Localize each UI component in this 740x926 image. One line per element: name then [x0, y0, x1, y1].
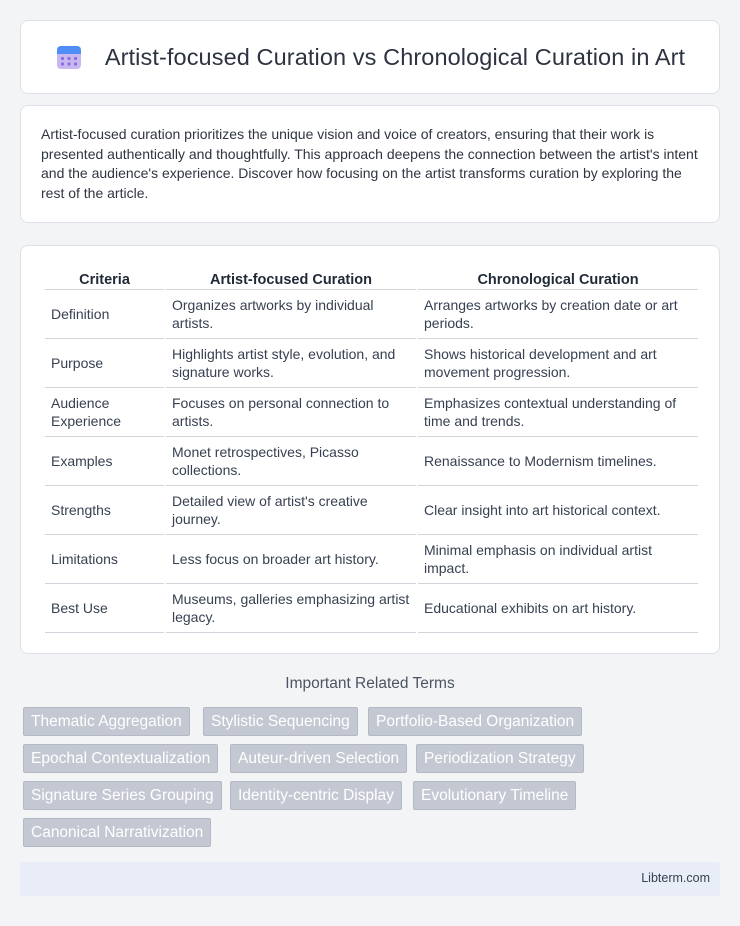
- related-term-tag[interactable]: Identity-centric Display: [230, 781, 402, 810]
- row-artist-focused: Focuses on personal connection to artists.: [166, 388, 416, 437]
- intro-text: Artist-focused curation prioritizes the unique vision and voice of creators, ensuring that their work is presented authentically and thoughtfully. This approach deepens the connection between the artist's intent and the audience's experience. Discover how focusing on the artist transforms curation by exploring the rest of the article.: [41, 126, 698, 201]
- related-term-tag[interactable]: Canonical Narrativization: [23, 818, 211, 847]
- row-artist-focused: Highlights artist style, evolution, and signature works.: [166, 339, 416, 388]
- table-row: [45, 584, 698, 633]
- related-term-tag[interactable]: Epochal Contextualization: [23, 744, 218, 773]
- related-terms-title: Important Related Terms: [285, 675, 455, 692]
- table-header-row: [45, 266, 698, 290]
- row-chronological: Minimal emphasis on individual artist impact.: [418, 535, 698, 584]
- row-artist-focused: Detailed view of artist's creative journey.: [166, 486, 416, 535]
- header-chronological: Chronological Curation: [418, 266, 698, 290]
- row-chronological: Emphasizes contextual understanding of time and trends.: [418, 388, 698, 437]
- footer: [20, 862, 720, 896]
- table-row: [45, 486, 698, 535]
- row-criteria: Limitations: [45, 535, 164, 584]
- comparison-table: [43, 266, 700, 633]
- row-criteria: Audience Experience: [45, 388, 164, 437]
- header-criteria: Criteria: [45, 266, 164, 290]
- row-criteria: Best Use: [45, 584, 164, 633]
- page-title: Artist-focused Curation vs Chronological Curation in Art: [104, 43, 686, 70]
- row-artist-focused: Less focus on broader art history.: [166, 535, 416, 584]
- row-artist-focused: Museums, galleries emphasizing artist legacy.: [166, 584, 416, 633]
- related-term-tag[interactable]: Auteur-driven Selection: [230, 744, 407, 773]
- intro-card: [20, 105, 720, 223]
- row-chronological: Shows historical development and art movement progression.: [418, 339, 698, 388]
- related-term-tag[interactable]: Periodization Strategy: [416, 744, 584, 773]
- related-term-tag[interactable]: Thematic Aggregation: [23, 707, 190, 736]
- row-artist-focused: Monet retrospectives, Picasso collections.: [166, 437, 416, 486]
- row-criteria: Definition: [45, 290, 164, 339]
- table-row: [45, 388, 698, 437]
- header-artist-focused: Artist-focused Curation: [166, 266, 416, 290]
- table-row: [45, 535, 698, 584]
- related-term-tag[interactable]: Evolutionary Timeline: [413, 781, 576, 810]
- row-chronological: Clear insight into art historical context.: [418, 486, 698, 535]
- row-criteria: Strengths: [45, 486, 164, 535]
- row-chronological: Educational exhibits on art history.: [418, 584, 698, 633]
- calendar-icon: [55, 43, 83, 71]
- row-artist-focused: Organizes artworks by individual artists.: [166, 290, 416, 339]
- related-term-tag[interactable]: Signature Series Grouping: [23, 781, 222, 810]
- row-chronological: Renaissance to Modernism timelines.: [418, 437, 698, 486]
- related-term-tag[interactable]: Portfolio-Based Organization: [368, 707, 582, 736]
- footer-site-link[interactable]: Libterm.com: [641, 871, 710, 885]
- table-row: [45, 290, 698, 339]
- table-row: [45, 437, 698, 486]
- row-criteria: Purpose: [45, 339, 164, 388]
- table-row: [45, 339, 698, 388]
- row-chronological: Arranges artworks by creation date or art periods.: [418, 290, 698, 339]
- row-criteria: Examples: [45, 437, 164, 486]
- comparison-table-card: [20, 245, 720, 654]
- related-term-tag[interactable]: Stylistic Sequencing: [203, 707, 358, 736]
- header-card: [20, 20, 720, 94]
